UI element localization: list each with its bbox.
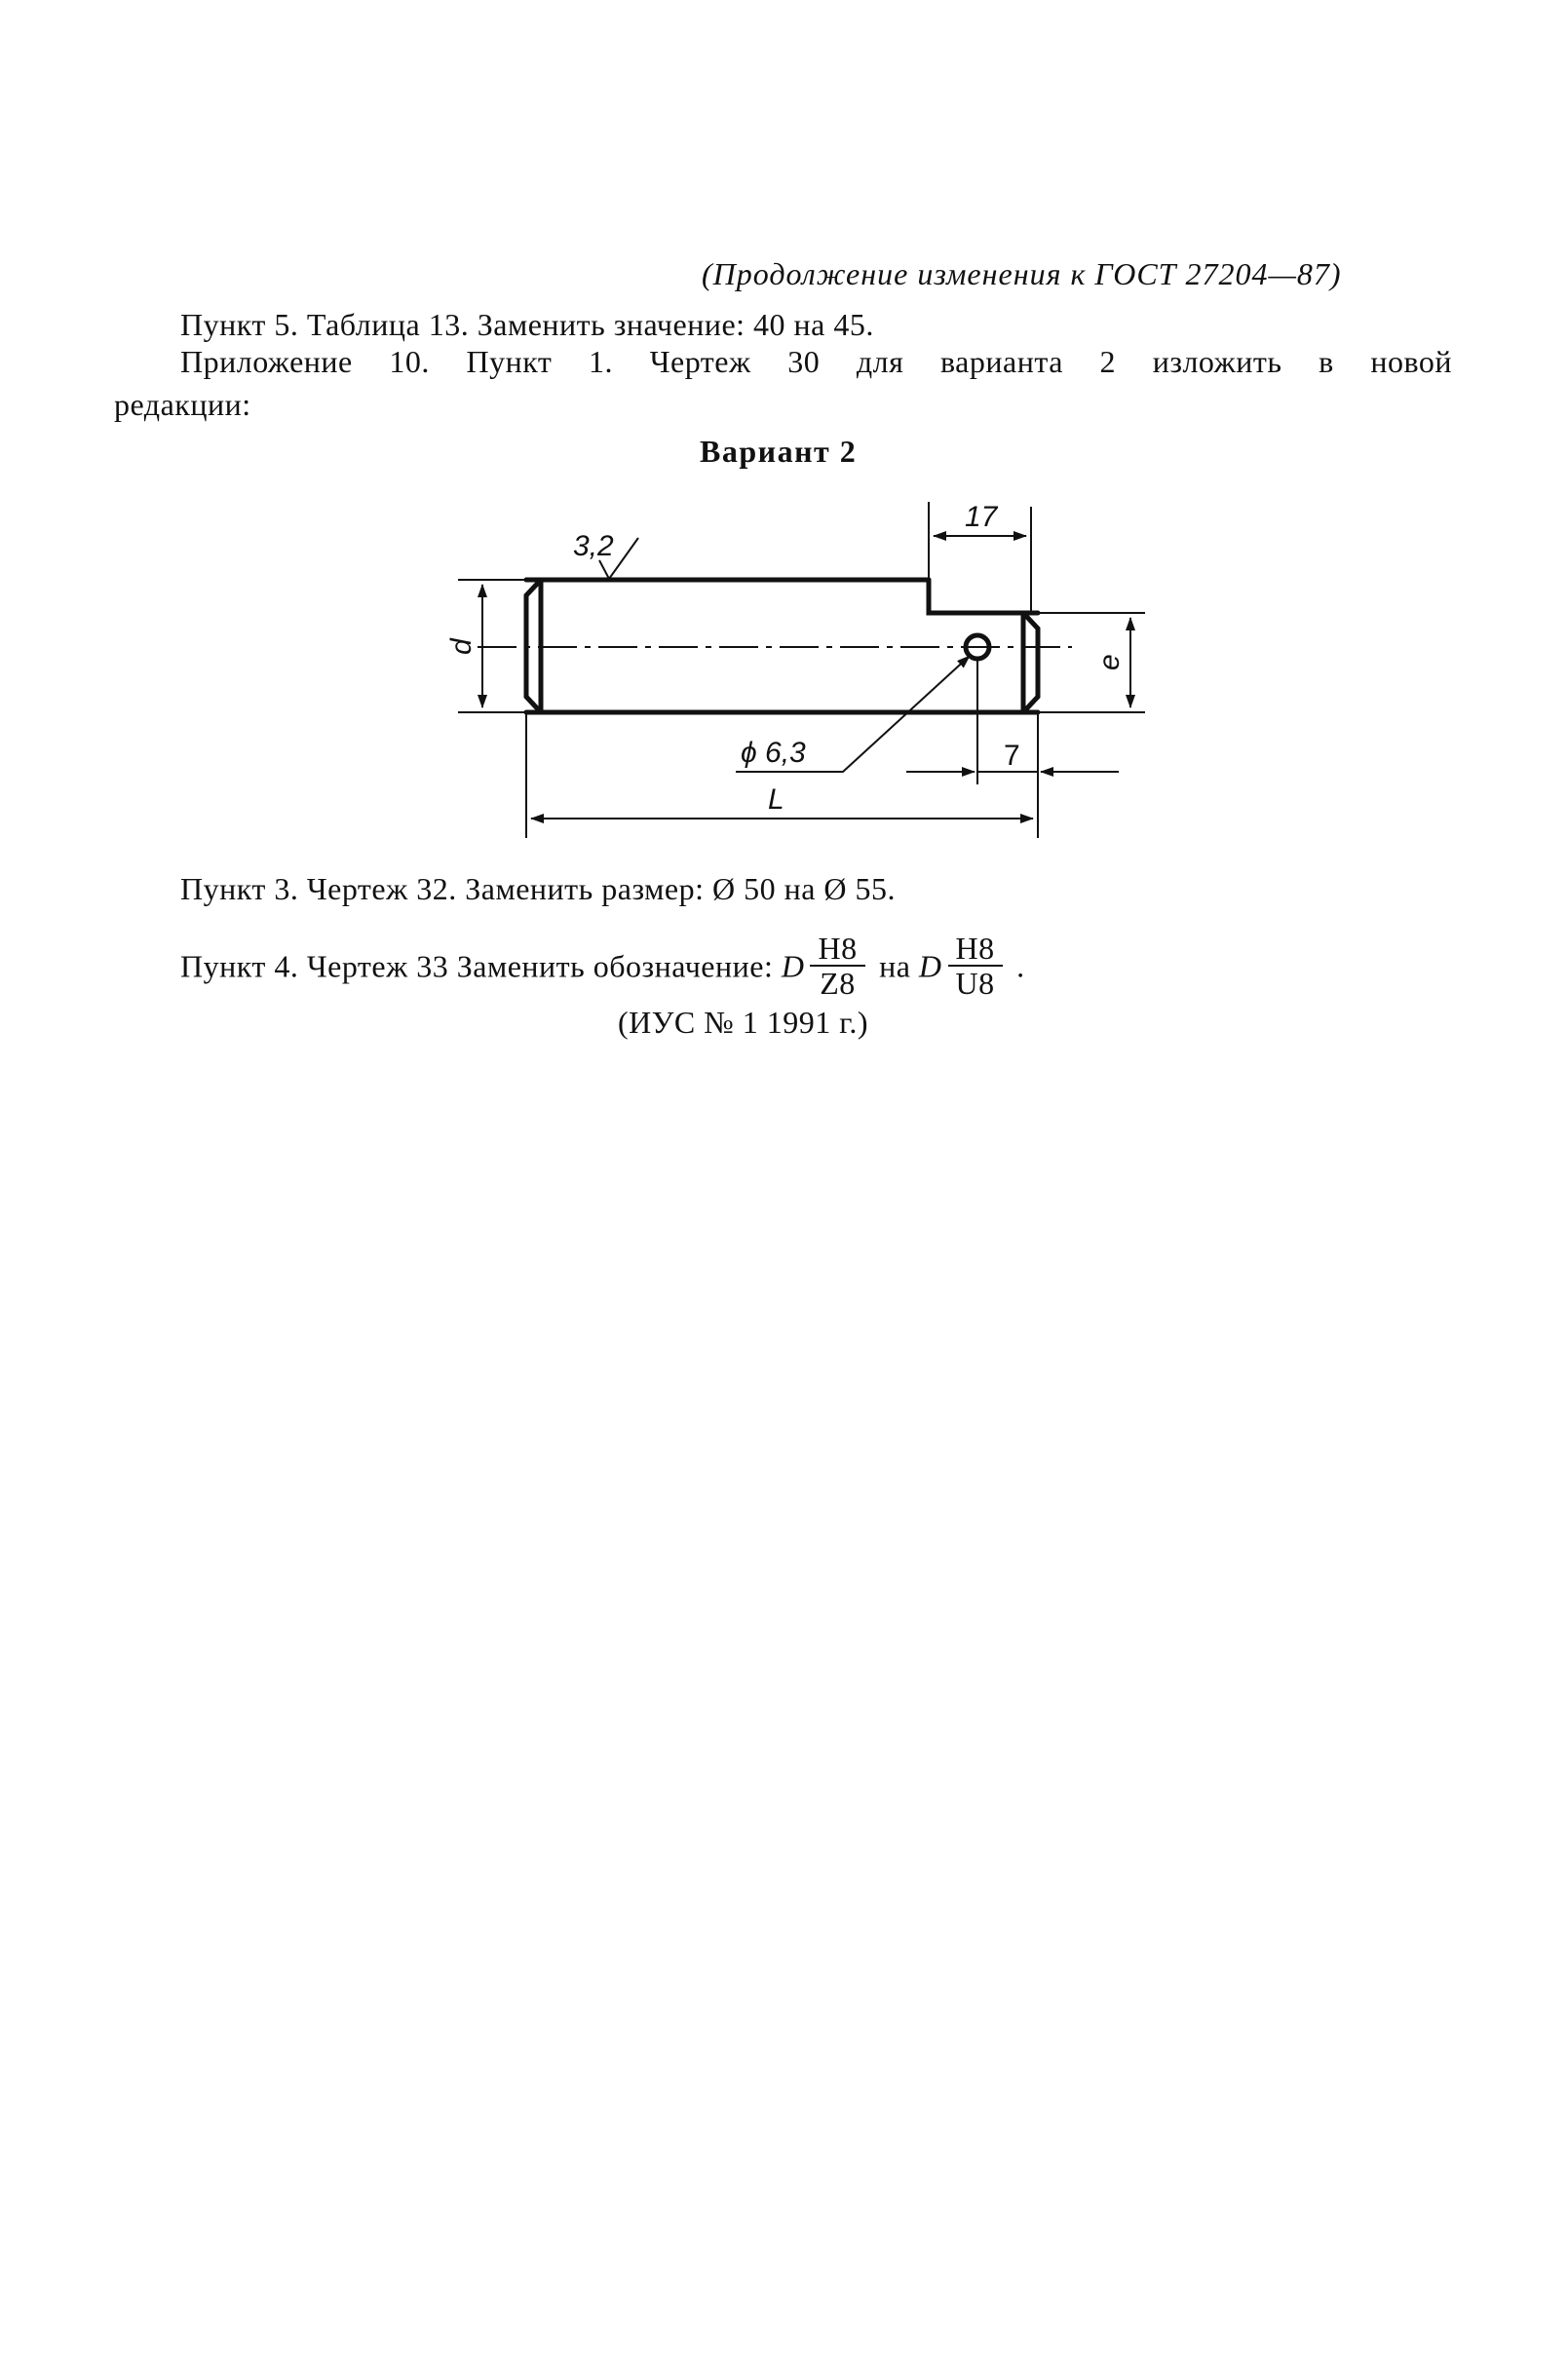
dim-label-7: 7 <box>1004 740 1020 772</box>
fraction-h8-u8 <box>948 932 1003 1000</box>
item-4-prefix: Пункт 4. Чертеж 33 Заменить обозначение: <box>180 948 774 984</box>
item-4-mid: на <box>879 948 911 984</box>
dim-label-d: d <box>445 638 478 655</box>
item-4-text <box>180 931 1025 1004</box>
fraction-den-2: U8 <box>955 966 995 1001</box>
dim-label-L: L <box>768 783 784 816</box>
variant-title: Вариант 2 <box>700 434 858 469</box>
item-4-end: . <box>1016 948 1025 984</box>
roughness-label: 3,2 <box>573 530 614 562</box>
fraction-h8-z8 <box>810 932 864 1000</box>
appendix-text-line1: Приложение 10. Пункт 1. Чертеж 30 для варианта 2 изложить в новой <box>180 344 1452 379</box>
dim-label-e: e <box>1093 654 1126 670</box>
item-4-d2: D <box>918 948 942 984</box>
page-header: (Продолжение изменения к ГОСТ 27204—87) <box>702 256 1342 291</box>
technical-drawing <box>0 0 1568 877</box>
fraction-den-1: Z8 <box>820 966 856 1001</box>
dim-label-hole: ϕ 6,3 <box>741 737 806 769</box>
dim-label-17: 17 <box>965 501 998 533</box>
fraction-num-1: H8 <box>810 932 864 967</box>
reference-line: (ИУС № 1 1991 г.) <box>618 1005 868 1040</box>
item-4-d1: D <box>781 948 805 984</box>
item-3-text: Пункт 3. Чертеж 32. Заменить размер: Ø 50 на Ø 55. <box>180 871 897 906</box>
fraction-num-2: H8 <box>948 932 1003 967</box>
appendix-text-line2: редакции: <box>114 387 251 422</box>
item-5-text: Пункт 5. Таблица 13. Заменить значение: 40 на 45. <box>180 307 874 342</box>
